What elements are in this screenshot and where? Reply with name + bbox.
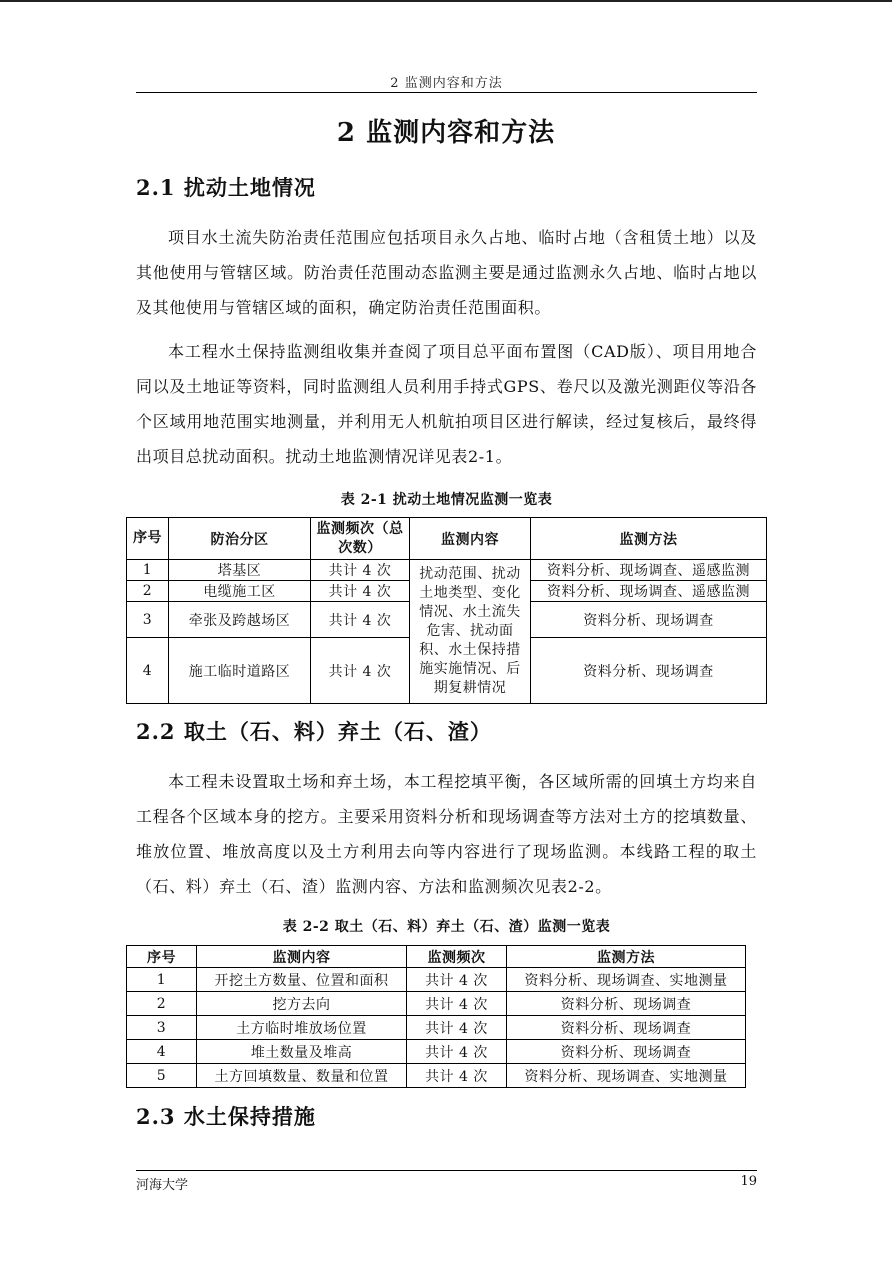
cell-method: 资料分析、现场调查	[507, 1016, 746, 1040]
cell-method: 资料分析、现场调查	[531, 602, 767, 638]
cell-content: 挖方去向	[197, 992, 407, 1016]
section-heading-2-1: 2.1 扰动土地情况	[136, 175, 316, 200]
cell-no: 4	[127, 638, 169, 704]
cell-freq: 共计 4 次	[407, 1016, 507, 1040]
cell-method: 资料分析、现场调查、遥感监测	[531, 560, 767, 581]
page-number: 19	[740, 1174, 757, 1189]
cell-freq: 共计 4 次	[407, 1064, 507, 1088]
cell-freq: 共计 4 次	[311, 638, 410, 704]
header-method: 监测方法	[507, 946, 746, 968]
table-row	[127, 1016, 746, 1040]
cell-method: 资料分析、现场调查	[531, 638, 767, 704]
cell-no: 2	[127, 581, 169, 602]
table-2-2-caption: 表 2-2 取土（石、料）弃土（石、渣）监测一览表	[282, 919, 611, 935]
cell-no: 2	[127, 992, 197, 1016]
section-heading-2-3: 2.3 水土保持措施	[136, 1104, 316, 1129]
cell-no: 5	[127, 1064, 197, 1088]
page-top-border	[0, 0, 892, 2]
cell-freq: 共计 4 次	[407, 1040, 507, 1064]
header-zone: 防治分区	[169, 518, 311, 560]
cell-zone: 牵张及跨越场区	[169, 602, 311, 638]
cell-content: 开挖土方数量、位置和面积	[197, 968, 407, 992]
cell-no: 1	[127, 560, 169, 581]
table-2-2	[126, 945, 746, 1088]
table-row	[127, 560, 767, 581]
cell-zone: 电缆施工区	[169, 581, 311, 602]
cell-freq: 共计 4 次	[407, 968, 507, 992]
cell-content: 堆土数量及堆高	[197, 1040, 407, 1064]
running-header: 2 监测内容和方法	[390, 76, 503, 91]
cell-method: 资料分析、现场调查	[507, 1040, 746, 1064]
paragraph-2-1-1: 项目水土流失防治责任范围应包括项目永久占地、临时占地（含租赁土地）以及其他使用与管辖区域。防治责任范围动态监测主要是通过监测永久占地、临时占地以及其他使用与管辖区域的面积，确定防治责任范围面积。	[136, 228, 757, 317]
header-no: 序号	[127, 946, 197, 968]
section-heading-2-2: 2.2 取土（石、料）弃土（石、渣）	[136, 719, 492, 744]
table-row	[127, 1040, 746, 1064]
table-2-1-caption: 表 2-1 扰动土地情况监测一览表	[340, 492, 553, 508]
table-row	[127, 1064, 746, 1088]
cell-freq: 共计 4 次	[311, 581, 410, 602]
table-row	[127, 968, 746, 992]
header-no: 序号	[127, 518, 169, 560]
table-row	[127, 992, 746, 1016]
header-content: 监测内容	[410, 518, 531, 560]
cell-method: 资料分析、现场调查、实地测量	[507, 1064, 746, 1088]
cell-method: 资料分析、现场调查、遥感监测	[531, 581, 767, 602]
footer-rule	[136, 1170, 757, 1171]
cell-freq: 共计 4 次	[311, 602, 410, 638]
header-rule	[136, 92, 757, 93]
cell-content: 土方回填数量、数量和位置	[197, 1064, 407, 1088]
cell-no: 1	[127, 968, 197, 992]
cell-content: 土方临时堆放场位置	[197, 1016, 407, 1040]
chapter-title: 2 监测内容和方法	[336, 118, 556, 148]
cell-freq: 共计 4 次	[311, 560, 410, 581]
header-content: 监测内容	[197, 946, 407, 968]
footer-institution: 河海大学	[136, 1178, 189, 1193]
cell-shared-content: 扰动范围、扰动土地类型、变化情况、水土流失危害、扰动面积、水土保持措施实施情况、后期复耕情况	[410, 560, 531, 704]
cell-zone: 塔基区	[169, 560, 311, 581]
cell-freq: 共计 4 次	[407, 992, 507, 1016]
table-header-row	[127, 946, 746, 968]
paragraph-2-1-2: 本工程水土保持监测组收集并查阅了项目总平面布置图（CAD版）、项目用地合同以及土地证等资料，同时监测组人员利用手持式GPS、卷尺以及激光测距仪等沿各个区域用地范围实地测量，并利用无人机航拍项目区进行解读，经过复核后，最终得出项目总扰动面积。扰动土地监测情况详见表2-1。	[136, 342, 757, 466]
header-freq: 监测频次	[407, 946, 507, 968]
table-header-row	[127, 518, 767, 560]
cell-method: 资料分析、现场调查、实地测量	[507, 968, 746, 992]
header-method: 监测方法	[531, 518, 767, 560]
header-freq: 监测频次（总次数）	[311, 518, 410, 560]
cell-no: 3	[127, 1016, 197, 1040]
cell-zone: 施工临时道路区	[169, 638, 311, 704]
cell-no: 3	[127, 602, 169, 638]
cell-no: 4	[127, 1040, 197, 1064]
paragraph-2-2-1: 本工程未设置取土场和弃土场，本工程挖填平衡，各区域所需的回填土方均来自工程各个区域本身的挖方。主要采用资料分析和现场调查等方法对土方的挖填数量、堆放位置、堆放高度以及土方利用去向等内容进行了现场监测。本线路工程的取土（石、料）弃土（石、渣）监测内容、方法和监测频次见表2-2。	[136, 772, 757, 896]
table-2-1	[126, 517, 767, 704]
cell-method: 资料分析、现场调查	[507, 992, 746, 1016]
